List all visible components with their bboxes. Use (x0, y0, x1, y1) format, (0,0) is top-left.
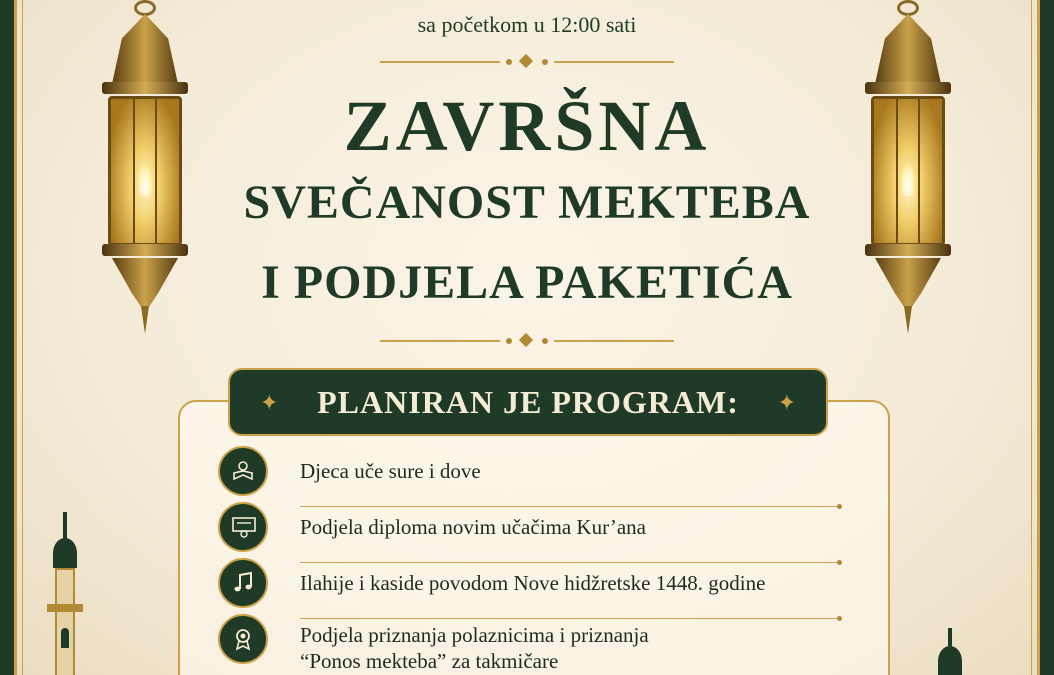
lantern-tip (141, 306, 149, 334)
divider-diamond (519, 333, 533, 347)
program-item (218, 502, 848, 558)
left-minaret (45, 512, 85, 675)
program-heading: PLANIRAN JE PROGRAM: (317, 383, 739, 420)
program-item-text: Ilahije i kaside povodom Nove hidžretske 1448. godine (300, 571, 766, 595)
title-line-3: I PODJELA PAKETIĆA (261, 256, 793, 309)
minaret-shaft (55, 568, 75, 675)
bottom-divider (380, 335, 674, 347)
reading-child-icon (218, 446, 268, 496)
program-item (218, 614, 848, 673)
program-item-text: Podjela priznanja polaznicima i priznanja “Ponos mekteba” za takmičare (300, 623, 649, 673)
minaret-spire (948, 628, 952, 646)
divider-dot (506, 338, 512, 344)
divider-diamond (519, 54, 533, 68)
divider-line (554, 340, 674, 342)
divider-dot (542, 338, 548, 344)
ornament-left-icon: ✦ (260, 390, 279, 415)
divider-dot (506, 59, 512, 65)
program-item (218, 558, 848, 614)
minaret-dome (53, 538, 77, 568)
program-item-text: Djeca uče sure i dove (300, 459, 481, 483)
minaret-spire (63, 512, 67, 540)
ornament-right-icon: ✦ (777, 390, 796, 415)
diploma-icon (218, 502, 268, 552)
divider-line (554, 61, 674, 63)
title-line-2: SVEČANOST MEKTEBA (243, 176, 811, 229)
minaret-dome (938, 646, 962, 675)
program-item-text: Podjela diploma novim učačima Kur’ana (300, 515, 647, 539)
right-minaret (930, 628, 970, 675)
divider-line (380, 340, 500, 342)
minaret-balcony (47, 604, 83, 612)
top-divider (380, 56, 674, 68)
music-note-icon (218, 558, 268, 608)
program-banner (228, 368, 828, 436)
start-time-subtitle: sa početkom u 12:00 sati (417, 12, 637, 37)
divider-line (380, 61, 500, 63)
divider-dot (542, 59, 548, 65)
program-item (218, 446, 848, 502)
title-line-1: ZAVRŠNA (343, 86, 711, 166)
minaret-window (61, 628, 69, 648)
award-ribbon-icon (218, 614, 268, 664)
lantern-tip (904, 306, 912, 334)
